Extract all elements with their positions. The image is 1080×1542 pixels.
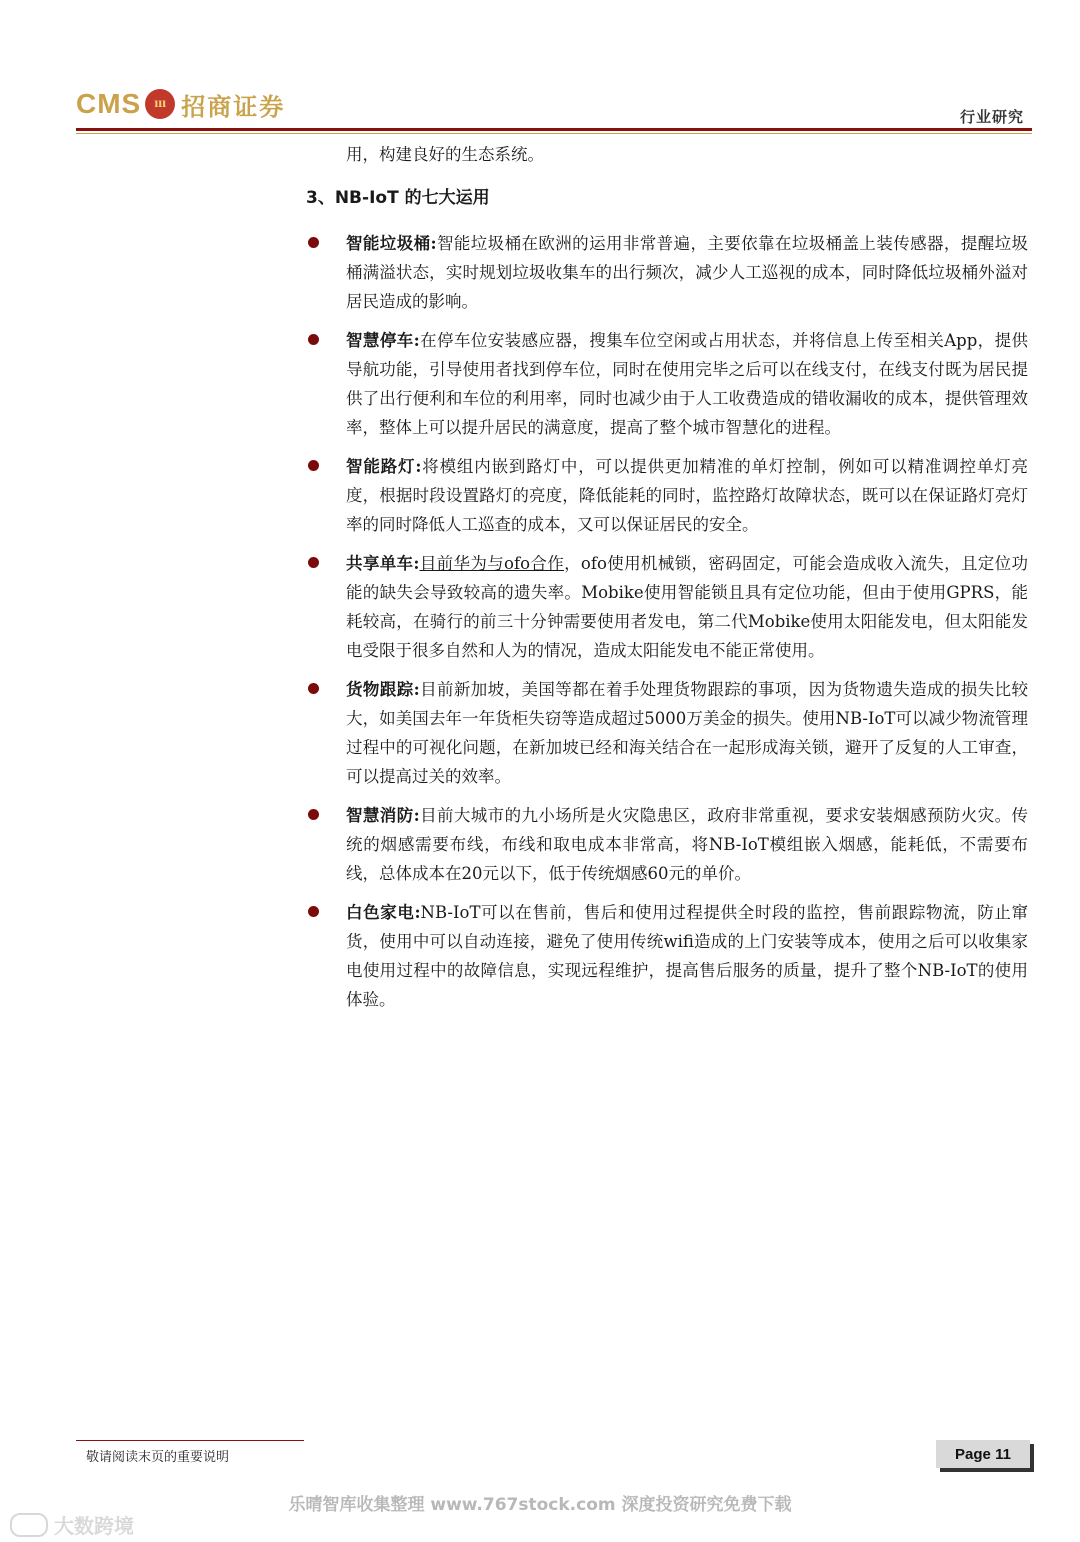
lead-paragraph: 用，构建良好的生态系统。 xyxy=(346,145,544,164)
item-text: NB-IoT可以在售前，售后和使用过程提供全时段的监控，售前跟踪物流，防止窜货，使用中可以自动连接，避免了使用传统wifi造成的上门安装等成本，使用之后可以收集家电使用过程中的故障信息，实现远程维护，提高售后服务的质量，提升了整个NB-IoT的使用体验。 xyxy=(346,903,1029,1009)
corner-brand-text: 大数跨境 xyxy=(54,1514,134,1538)
list-item xyxy=(306,229,1028,316)
watermark-text: 乐晴智库收集整理 www.767stock.com 深度投资研究免费下载 xyxy=(288,1495,792,1515)
item-term: 智慧消防: xyxy=(346,806,420,825)
item-term: 白色家电: xyxy=(346,903,421,922)
list-item xyxy=(306,675,1028,791)
item-term: 智慧停车: xyxy=(346,331,420,350)
bullet-icon xyxy=(308,906,319,917)
application-list xyxy=(306,229,1028,1014)
item-term: 共享单车: xyxy=(346,554,420,573)
footer-divider xyxy=(76,1440,304,1441)
cms-logo xyxy=(76,86,285,122)
bullet-icon xyxy=(308,683,319,694)
disclaimer-note: 敬请阅读末页的重要说明 xyxy=(86,1450,230,1465)
list-item xyxy=(306,452,1028,539)
item-text: 在停车位安装感应器，搜集车位空闲或占用状态，并将信息上传至相关App，提供导航功能，引导使用者找到停车位，同时在使用完毕之后可以在线支付，在线支付既为居民提供了出行便利和车位的利用率，同时也减少由于人工收费造成的错收漏收的成本，提供管理效率，整体上可以提升居民的满意度，提高了整个城市智慧化的进程。 xyxy=(346,331,1028,437)
logo-seal-icon: ııı xyxy=(145,89,175,119)
bullet-icon xyxy=(308,557,319,568)
item-text: 目前新加坡，美国等都在着手处理货物跟踪的事项，因为货物遗失造成的损失比较大，如美国去年一年货柜失窃等造成超过5000万美金的损失。使用NB-IoT可以减少物流管理过程中的可视化问题，在新加坡已经和海关结合在一起形成海关锁，避开了反复的人工审查，可以提高过关的效率。 xyxy=(346,680,1029,786)
bullet-icon xyxy=(308,460,319,471)
logo-chinese-text: 招商证券 xyxy=(181,91,286,121)
main-content xyxy=(306,140,1028,1024)
bullet-icon xyxy=(308,809,319,820)
report-category: 行业研究 xyxy=(959,108,1024,126)
item-text: 目前大城市的九小场所是火灾隐患区，政府非常重视，要求安装烟感预防火灾。传统的烟感需要布线，布线和取电成本非常高，将NB-IoT模组嵌入烟感，能耗低，不需要布线，总体成本在20元以下，低于传统烟感60元的单价。 xyxy=(346,806,1029,883)
chat-bubble-icon xyxy=(10,1513,48,1537)
list-item xyxy=(306,898,1028,1014)
corner-watermark xyxy=(10,1510,134,1539)
header-divider xyxy=(76,128,1032,131)
list-item xyxy=(306,326,1028,442)
list-item xyxy=(306,801,1028,888)
item-term: 智能路灯: xyxy=(346,457,422,476)
bullet-icon xyxy=(308,237,319,248)
bullet-icon xyxy=(308,334,319,345)
item-term: 智能垃圾桶: xyxy=(346,234,437,253)
logo-cms-text: CMS xyxy=(76,88,142,119)
page-number-badge: Page 11 xyxy=(936,1440,1030,1468)
item-text: ，ofo使用机械锁，密码固定，可能会造成收入流失，且定位功能的缺失会导致较高的遗失率。Mobike使用智能锁且具有定位功能，但由于使用GPRS，能耗较高，在骑行的前三十分钟需要使用者发电，第二代Mobike使用太阳能发电，但太阳能发电受限于很多自然和人为的情况，造成太阳能发电不能正常使用。 xyxy=(346,554,1028,660)
header-divider-thin xyxy=(76,133,1032,134)
item-text: 将模组内嵌到路灯中，可以提供更加精准的单灯控制，例如可以精准调控单灯亮度，根据时段设置路灯的亮度，降低能耗的同时，监控路灯故障状态，既可以在保证路灯亮灯率的同时降低人工巡查的成本，又可以保证居民的安全。 xyxy=(346,457,1029,534)
item-text: 智能垃圾桶在欧洲的运用非常普遍，主要依靠在垃圾桶盖上装传感器，提醒垃圾桶满溢状态，实时规划垃圾收集车的出行频次，减少人工巡视的成本，同时降低垃圾桶外溢对居民造成的影响。 xyxy=(346,234,1029,311)
list-item xyxy=(306,549,1028,665)
section-title: 3、NB-IoT 的七大运用 xyxy=(306,188,490,208)
item-underlined-text: 目前华为与ofo合作 xyxy=(419,554,565,573)
item-term: 货物跟踪: xyxy=(346,680,420,699)
